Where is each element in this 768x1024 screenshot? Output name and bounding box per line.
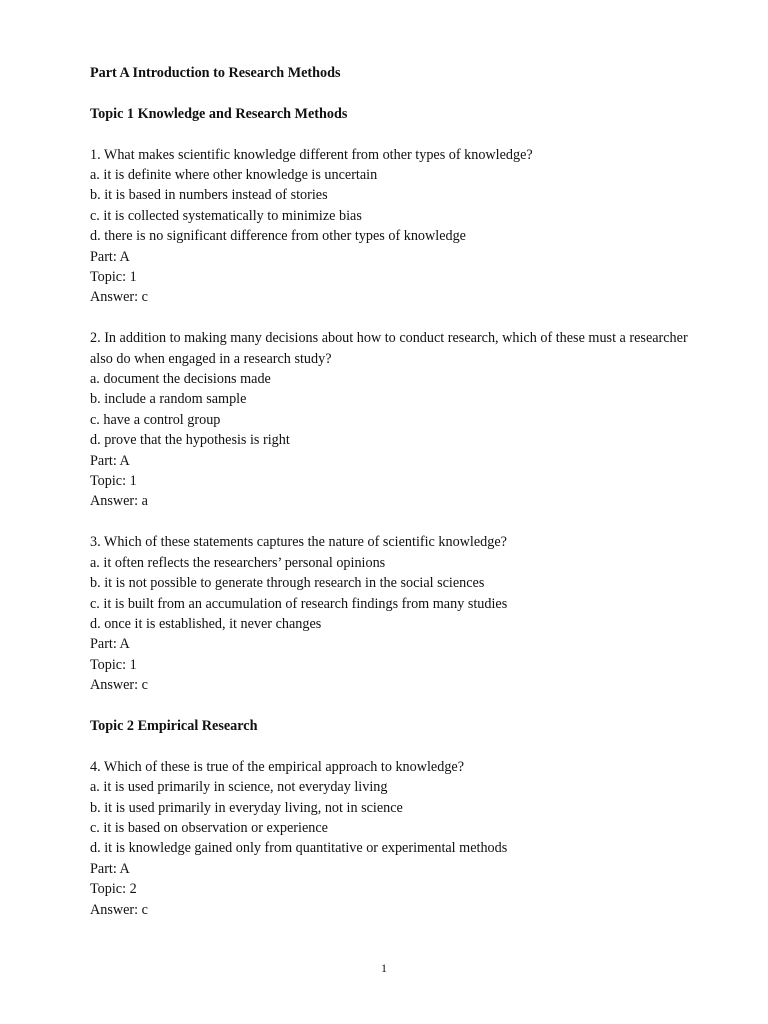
question-part: Part: A bbox=[90, 452, 130, 469]
question-4 bbox=[90, 757, 690, 920]
question-1 bbox=[90, 145, 690, 308]
option-c: c. have a control group bbox=[90, 411, 221, 428]
question-part: Part: A bbox=[90, 636, 130, 653]
question-part: Part: A bbox=[90, 860, 130, 877]
option-d: d. there is no significant difference from other types of knowledge bbox=[90, 228, 466, 245]
option-d: d. it is knowledge gained only from quantitative or experimental methods bbox=[90, 840, 508, 857]
question-answer: Answer: c bbox=[90, 677, 148, 694]
option-b: b. it is based in numbers instead of stories bbox=[90, 187, 328, 204]
question-answer: Answer: a bbox=[90, 493, 148, 510]
question-stem: 1. What makes scientific knowledge different from other types of knowledge? bbox=[90, 146, 533, 163]
option-c: c. it is collected systematically to minimize bias bbox=[90, 207, 362, 224]
part-title: Part A Introduction to Research Methods bbox=[90, 65, 341, 81]
option-a: a. document the decisions made bbox=[90, 371, 271, 388]
option-a: a. it is used primarily in science, not everyday living bbox=[90, 779, 388, 796]
option-b: b. it is not possible to generate through research in the social sciences bbox=[90, 575, 485, 592]
question-stem: 4. Which of these is true of the empirical approach to knowledge? bbox=[90, 758, 465, 775]
question-topic: Topic: 1 bbox=[90, 269, 137, 286]
document-page bbox=[90, 63, 690, 940]
question-answer: Answer: c bbox=[90, 289, 148, 306]
question-2 bbox=[90, 328, 690, 512]
option-c: c. it is built from an accumulation of research findings from many studies bbox=[90, 595, 508, 612]
option-b: b. include a random sample bbox=[90, 391, 247, 408]
topic-1-title: Topic 1 Knowledge and Research Methods bbox=[90, 105, 348, 122]
question-topic: Topic: 2 bbox=[90, 881, 137, 898]
page-number: 1 bbox=[381, 961, 387, 975]
option-d: d. once it is established, it never changes bbox=[90, 615, 322, 632]
question-3 bbox=[90, 532, 690, 695]
option-a: a. it is definite where other knowledge is uncertain bbox=[90, 167, 378, 183]
question-stem: 3. Which of these statements captures the nature of scientific knowledge? bbox=[90, 534, 507, 551]
question-topic: Topic: 1 bbox=[90, 473, 137, 490]
question-part: Part: A bbox=[90, 248, 130, 265]
option-a: a. it often reflects the researchers’ personal opinions bbox=[90, 554, 386, 571]
topic-2-title: Topic 2 Empirical Research bbox=[90, 717, 258, 734]
option-b: b. it is used primarily in everyday living, not in science bbox=[90, 799, 403, 816]
question-stem: 2. In addition to making many decisions about how to conduct research, which of these must a researcher also do when engaged in a research study? bbox=[90, 330, 688, 367]
option-c: c. it is based on observation or experience bbox=[90, 819, 328, 836]
question-answer: Answer: c bbox=[90, 901, 148, 918]
option-d: d. prove that the hypothesis is right bbox=[90, 432, 290, 449]
question-topic: Topic: 1 bbox=[90, 656, 137, 673]
